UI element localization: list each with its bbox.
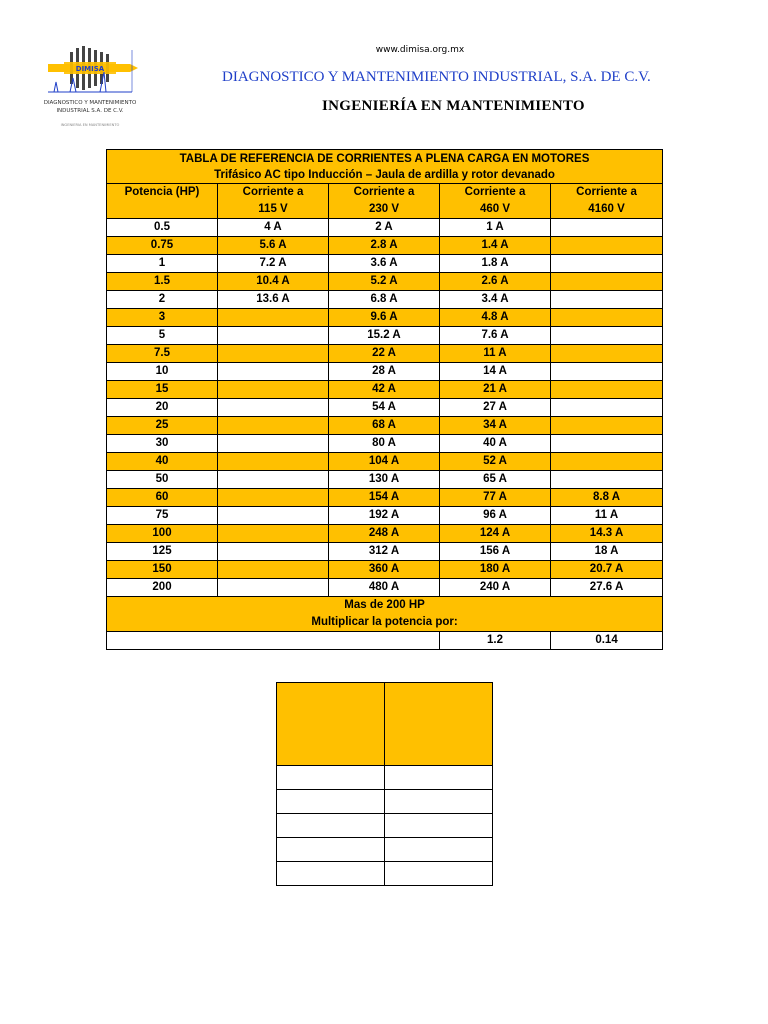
column-header: [551, 184, 663, 219]
hp-cell: 1: [107, 255, 218, 273]
table-row: [107, 255, 663, 273]
current-cell: 130 A: [329, 471, 440, 489]
current-cell: 11 A: [551, 507, 663, 525]
current-cell: [218, 507, 329, 525]
table-row: [107, 525, 663, 543]
current-cell: [218, 489, 329, 507]
current-cell: 21 A: [440, 381, 551, 399]
hp-cell: 100: [107, 525, 218, 543]
current-cell: 7.2 A: [218, 255, 329, 273]
blank-cell: [385, 862, 493, 886]
hp-cell: 2: [107, 291, 218, 309]
current-cell: [551, 345, 663, 363]
current-cell: [218, 399, 329, 417]
table-row: [107, 237, 663, 255]
logo-caption-line3: INGENIERIA EN MANTENIMIENTO: [60, 123, 120, 127]
current-cell: 40 A: [440, 435, 551, 453]
column-header-line1: Corriente a: [242, 186, 304, 198]
blank-cell: [385, 766, 493, 790]
current-cell: 2.8 A: [329, 237, 440, 255]
hp-cell: 15: [107, 381, 218, 399]
current-cell: 27.6 A: [551, 579, 663, 597]
column-header: [329, 184, 440, 219]
table-row: [107, 453, 663, 471]
current-cell: 20.7 A: [551, 561, 663, 579]
hp-cell: 40: [107, 453, 218, 471]
current-cell: [551, 309, 663, 327]
current-cell: 96 A: [440, 507, 551, 525]
hp-cell: 75: [107, 507, 218, 525]
blank-table: [276, 682, 493, 886]
current-cell: 65 A: [440, 471, 551, 489]
column-header-line1: Corriente a: [576, 186, 637, 198]
current-cell: [218, 543, 329, 561]
current-cell: 192 A: [329, 507, 440, 525]
multiplier-row: [107, 632, 663, 650]
current-cell: [218, 525, 329, 543]
current-cell: [218, 363, 329, 381]
table-row: [107, 345, 663, 363]
blank-cell: [385, 838, 493, 862]
current-cell: [551, 219, 663, 237]
hp-cell: 1.5: [107, 273, 218, 291]
hp-cell: 0.5: [107, 219, 218, 237]
table-row: [107, 489, 663, 507]
blank-cell: [385, 683, 493, 766]
current-cell: [218, 561, 329, 579]
current-cell: 312 A: [329, 543, 440, 561]
current-cell: [551, 381, 663, 399]
current-cell: 240 A: [440, 579, 551, 597]
table-row: [107, 507, 663, 525]
current-cell: [551, 417, 663, 435]
current-cell: 1.4 A: [440, 237, 551, 255]
blank-cell: [385, 814, 493, 838]
hp-cell: 125: [107, 543, 218, 561]
multiplier-cell: 1.2: [440, 632, 551, 650]
table-row: [107, 543, 663, 561]
table-row: [107, 471, 663, 489]
current-cell: 22 A: [329, 345, 440, 363]
current-cell: [218, 327, 329, 345]
current-cell: [218, 435, 329, 453]
current-reference-table: [106, 149, 663, 650]
column-header-line1: Corriente a: [464, 186, 526, 198]
table-row: [107, 363, 663, 381]
svg-text:DIMISA: DIMISA: [75, 65, 105, 73]
dimisa-logo: [40, 42, 140, 132]
table-row: [107, 561, 663, 579]
current-cell: 4 A: [218, 219, 329, 237]
current-cell: 180 A: [440, 561, 551, 579]
footer-line2: Multiplicar la potencia por:: [107, 614, 663, 632]
table-subtitle: Trifásico AC tipo Inducción – Jaula de ardilla y rotor devanado: [107, 167, 663, 184]
blank-cell: [277, 838, 385, 862]
table-row: [107, 291, 663, 309]
current-cell: 104 A: [329, 453, 440, 471]
table-row: [107, 399, 663, 417]
current-cell: [551, 273, 663, 291]
current-cell: [551, 291, 663, 309]
blank-cell: [277, 766, 385, 790]
current-cell: 14 A: [440, 363, 551, 381]
blank-cell: [277, 683, 385, 766]
current-cell: 7.6 A: [440, 327, 551, 345]
current-cell: 11 A: [440, 345, 551, 363]
hp-cell: 20: [107, 399, 218, 417]
current-cell: 6.8 A: [329, 291, 440, 309]
current-cell: 248 A: [329, 525, 440, 543]
logo-caption-line1: DIAGNOSTICO Y MANTENIMIENTO: [43, 100, 137, 106]
current-cell: 154 A: [329, 489, 440, 507]
column-header: [107, 184, 218, 219]
column-header-line2: 230 V: [368, 203, 400, 215]
current-cell: 3.4 A: [440, 291, 551, 309]
table-row: [107, 435, 663, 453]
blank-cell: [277, 814, 385, 838]
current-cell: 5.2 A: [329, 273, 440, 291]
current-cell: [218, 453, 329, 471]
blank-cell: [277, 862, 385, 886]
table-row: [107, 417, 663, 435]
current-cell: [218, 417, 329, 435]
current-cell: 18 A: [551, 543, 663, 561]
hp-cell: 10: [107, 363, 218, 381]
current-cell: 77 A: [440, 489, 551, 507]
current-cell: [551, 237, 663, 255]
current-cell: [218, 345, 329, 363]
footer-line1: Mas de 200 HP: [107, 597, 663, 615]
current-cell: 34 A: [440, 417, 551, 435]
current-cell: 42 A: [329, 381, 440, 399]
blank-cell: [385, 790, 493, 814]
current-cell: 10.4 A: [218, 273, 329, 291]
hp-cell: 150: [107, 561, 218, 579]
hp-cell: 30: [107, 435, 218, 453]
current-cell: 2.6 A: [440, 273, 551, 291]
current-cell: [218, 381, 329, 399]
current-cell: [551, 399, 663, 417]
current-cell: [218, 309, 329, 327]
current-cell: [551, 363, 663, 381]
multiplier-blank: [107, 632, 440, 650]
column-header-line2: 115 V: [258, 203, 288, 215]
table-row: [107, 309, 663, 327]
current-cell: 3.6 A: [329, 255, 440, 273]
current-cell: 480 A: [329, 579, 440, 597]
current-cell: 13.6 A: [218, 291, 329, 309]
page-subtitle: INGENIERÍA EN MANTENIMIENTO: [322, 98, 585, 114]
hp-cell: 3: [107, 309, 218, 327]
table-row: [107, 273, 663, 291]
column-header-line1: Potencia (HP): [124, 186, 200, 198]
current-cell: [551, 435, 663, 453]
company-name: DIAGNOSTICO Y MANTENIMIENTO INDUSTRIAL, S.A. DE C.V.: [222, 69, 651, 85]
column-header-line2: 460 V: [479, 203, 511, 215]
hp-cell: 25: [107, 417, 218, 435]
current-cell: 14.3 A: [551, 525, 663, 543]
table-row: [107, 327, 663, 345]
current-cell: 2 A: [329, 219, 440, 237]
column-header: [440, 184, 551, 219]
current-cell: 156 A: [440, 543, 551, 561]
table-row: [107, 579, 663, 597]
website-url: www.dimisa.org.mx: [375, 45, 465, 55]
current-cell: [551, 453, 663, 471]
current-cell: 1.8 A: [440, 255, 551, 273]
current-cell: [551, 471, 663, 489]
current-cell: 27 A: [440, 399, 551, 417]
current-cell: 8.8 A: [551, 489, 663, 507]
current-cell: 124 A: [440, 525, 551, 543]
current-cell: 5.6 A: [218, 237, 329, 255]
current-cell: [551, 255, 663, 273]
hp-cell: 7.5: [107, 345, 218, 363]
current-cell: 80 A: [329, 435, 440, 453]
hp-cell: 200: [107, 579, 218, 597]
logo-caption-line2: INDUSTRIAL S.A. DE C.V.: [56, 108, 124, 114]
current-cell: 54 A: [329, 399, 440, 417]
column-header-line2: 4160 V: [588, 203, 625, 215]
hp-cell: 5: [107, 327, 218, 345]
current-cell: 15.2 A: [329, 327, 440, 345]
current-cell: 68 A: [329, 417, 440, 435]
current-cell: [218, 471, 329, 489]
column-header-line1: Corriente a: [353, 186, 415, 198]
hp-cell: 0.75: [107, 237, 218, 255]
current-cell: 28 A: [329, 363, 440, 381]
hp-cell: 50: [107, 471, 218, 489]
current-cell: [218, 579, 329, 597]
multiplier-cell: 0.14: [551, 632, 663, 650]
hp-cell: 60: [107, 489, 218, 507]
blank-cell: [277, 790, 385, 814]
current-cell: 52 A: [440, 453, 551, 471]
current-cell: 1 A: [440, 219, 551, 237]
current-cell: 4.8 A: [440, 309, 551, 327]
table-row: [107, 381, 663, 399]
current-cell: 360 A: [329, 561, 440, 579]
current-cell: 9.6 A: [329, 309, 440, 327]
current-cell: [551, 327, 663, 345]
table-title: TABLA DE REFERENCIA DE CORRIENTES A PLENA CARGA EN MOTORES: [107, 150, 663, 168]
table-row: [107, 219, 663, 237]
column-header: [218, 184, 329, 219]
